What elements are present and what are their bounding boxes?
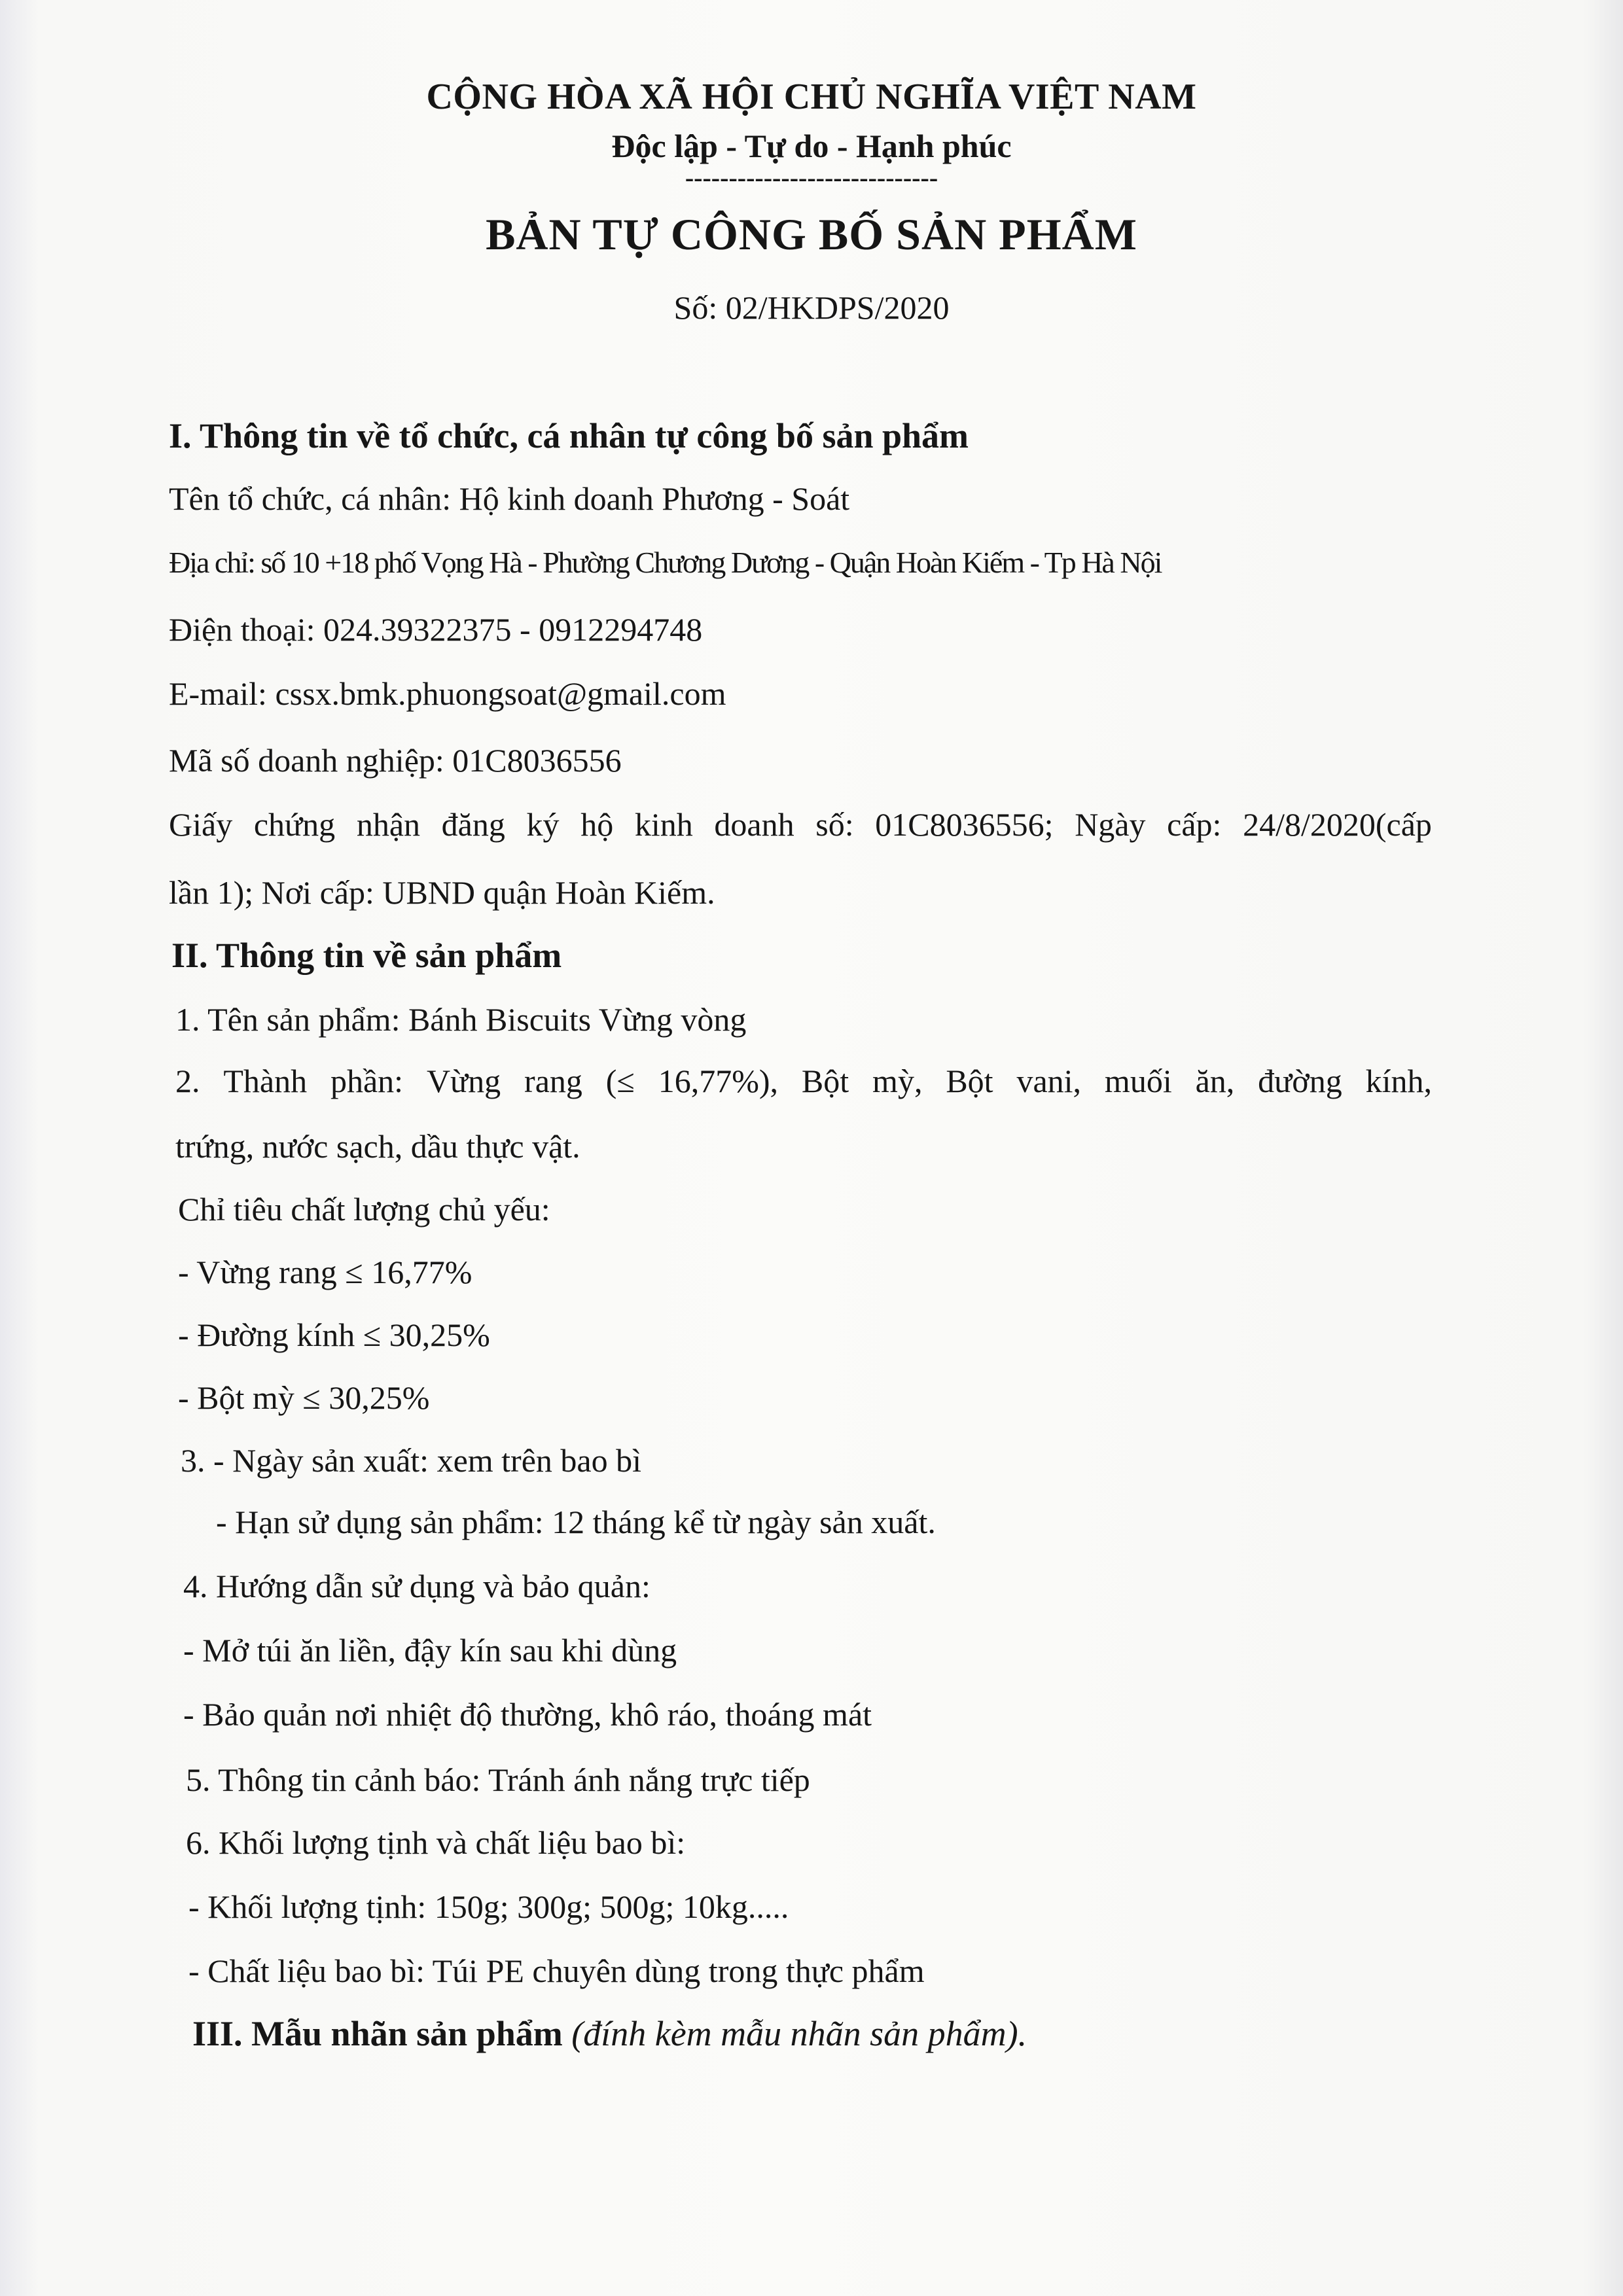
certificate-line-1: Giấy chứng nhận đăng ký hộ kinh doanh số: 01C8036556; Ngày cấp: 24/8/2020(cấp [169, 806, 1432, 843]
section-3 [192, 2014, 1027, 2053]
header-separator: ----------------------------- [685, 163, 938, 192]
org-phone: Điện thoại: 024.39322375 - 0912294748 [169, 611, 703, 648]
quality-item-sugar: - Đường kính ≤ 30,25% [178, 1316, 490, 1353]
quality-item-sesame: - Vừng rang ≤ 16,77% [178, 1254, 473, 1290]
production-date: 3. - Ngày sản xuất: xem trên bao bì [181, 1442, 641, 1479]
usage-heading: 4. Hướng dẫn sử dụng và bảo quản: [183, 1568, 651, 1604]
product-name: 1. Tên sản phẩm: Bánh Biscuits Vừng vòng [175, 1001, 747, 1038]
section-3-note: (đính kèm mẫu nhãn sản phẩm). [571, 2014, 1027, 2053]
net-weight: - Khối lượng tịnh: 150g; 300g; 500g; 10kg..... [188, 1888, 789, 1925]
section-2-heading: II. Thông tin về sản phẩm [171, 936, 562, 975]
business-code: Mã số doanh nghiệp: 01C8036556 [169, 742, 622, 779]
section-3-heading: III. Mẫu nhãn sản phẩm [192, 2014, 563, 2053]
ingredients-line-1: 2. Thành phần: Vừng rang (≤ 16,77%), Bột mỳ, Bột vani, muối ăn, đường kính, [175, 1063, 1432, 1099]
org-email: E-mail: cssx.bmk.phuongsoat@gmail.com [169, 675, 726, 712]
expiry: - Hạn sử dụng sản phẩm: 12 tháng kể từ ngày sản xuất. [216, 1504, 936, 1540]
certificate-line-2: lần 1); Nơi cấp: UBND quận Hoàn Kiếm. [169, 874, 715, 911]
packaging-material: - Chất liệu bao bì: Túi PE chuyên dùng trong thực phẩm [188, 1952, 925, 1989]
quality-heading: Chỉ tiêu chất lượng chủ yếu: [178, 1191, 550, 1227]
section-1-heading: I. Thông tin về tổ chức, cá nhân tự công bố sản phẩm [169, 416, 969, 455]
document-number: Số: 02/HKDPS/2020 [673, 289, 950, 326]
org-name: Tên tổ chức, cá nhân: Hộ kinh doanh Phương - Soát [169, 480, 850, 517]
quality-item-flour: - Bột mỳ ≤ 30,25% [178, 1379, 430, 1416]
usage-line-2: - Bảo quản nơi nhiệt độ thường, khô ráo, thoáng mát [183, 1696, 872, 1733]
nation-heading: CỘNG HÒA XÃ HỘI CHỦ NGHĨA VIỆT NAM [426, 77, 1197, 117]
document-title: BẢN TỰ CÔNG BỐ SẢN PHẨM [486, 209, 1137, 259]
usage-line-1: - Mở túi ăn liền, đậy kín sau khi dùng [183, 1632, 677, 1669]
motto: Độc lập - Tự do - Hạnh phúc [611, 128, 1012, 164]
warning: 5. Thông tin cảnh báo: Tránh ánh nắng trực tiếp [186, 1761, 810, 1798]
weight-packaging-heading: 6. Khối lượng tịnh và chất liệu bao bì: [186, 1824, 686, 1861]
org-address: Địa chỉ: số 10 +18 phố Vọng Hà - Phường Chương Dương - Quận Hoàn Kiếm - Tp Hà Nội [169, 546, 1162, 579]
ingredients-line-2: trứng, nước sạch, dầu thực vật. [175, 1128, 580, 1165]
